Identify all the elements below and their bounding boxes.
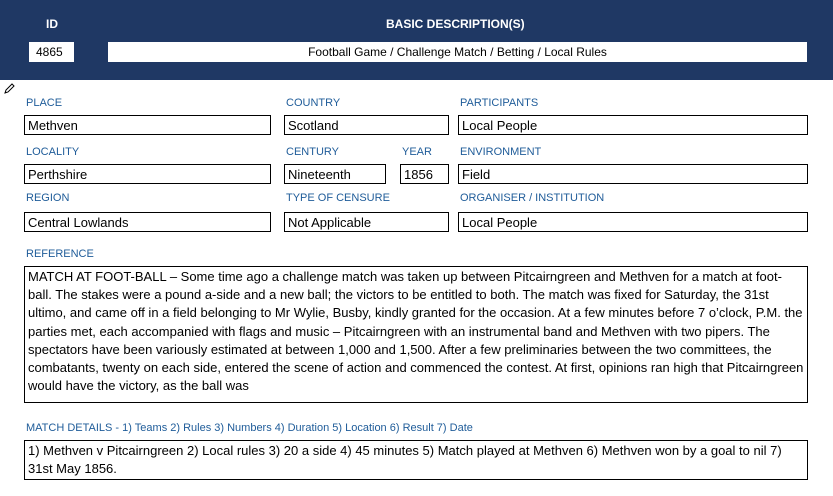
organiser-label: ORGANISER / INSTITUTION: [460, 192, 605, 204]
reference-label: REFERENCE: [26, 248, 94, 260]
year-label: YEAR: [402, 146, 432, 158]
country-label: COUNTRY: [286, 97, 341, 109]
organiser-field[interactable]: Local People: [458, 212, 808, 232]
place-label: PLACE: [26, 97, 63, 109]
region-label: REGION: [26, 192, 70, 204]
participants-field[interactable]: Local People: [458, 115, 808, 135]
id-label: ID: [46, 17, 58, 31]
region-field[interactable]: Central Lowlands: [24, 212, 271, 232]
match-details-textarea[interactable]: 1) Methven v Pitcairngreen 2) Local rules 3) 20 a side 4) 45 minutes 5) Match played at Methven 6) Methven won by a goal to nil 7) 31st May 1856.: [24, 440, 808, 480]
header-band: [0, 0, 833, 80]
century-label: CENTURY: [286, 146, 339, 158]
locality-label: LOCALITY: [26, 146, 80, 158]
century-field[interactable]: Nineteenth: [284, 164, 386, 184]
match-details-label: MATCH DETAILS - 1) Teams 2) Rules 3) Numbers 4) Duration 5) Location 6) Result 7) Date: [26, 422, 473, 434]
pencil-icon[interactable]: [4, 83, 15, 97]
reference-textarea[interactable]: MATCH AT FOOT-BALL – Some time ago a challenge match was taken up between Pitcairngreen and Methven for a match at foot-ball. The stakes were a pound a-side and a new ball; the victors to be entitled to both. The match was fixed for Saturday, the 31st ultimo, and came off in a field belonging to Mr Wylie, Busby, kindly granted for the occasion. At a few minutes before 7 o’clock, P.M. the parties met, each accompanied with flags and music – Pitcairngreen with an instrumental band and Methven with two pipers. The spectators have been variously estimated at between 1,000 and 1,500. After a few preliminaries between the two committees, the combatants, twenty on each side, entered the scene of action and commenced the contest. At first, opinions ran high that Pitcairngreen would have the victory, as the ball was: [24, 266, 808, 403]
country-field[interactable]: Scotland: [284, 115, 449, 135]
locality-field[interactable]: Perthshire: [24, 164, 271, 184]
participants-label: PARTICIPANTS: [460, 97, 539, 109]
environment-field[interactable]: Field: [458, 164, 808, 184]
description-label: BASIC DESCRIPTION(S): [386, 17, 525, 31]
type-of-censure-label: TYPE OF CENSURE: [286, 192, 390, 204]
environment-label: ENVIRONMENT: [460, 146, 542, 158]
type-of-censure-field[interactable]: Not Applicable: [284, 212, 449, 232]
year-field[interactable]: 1856: [400, 164, 449, 184]
id-field[interactable]: 4865: [29, 42, 74, 62]
place-field[interactable]: Methven: [24, 115, 271, 135]
description-field[interactable]: Football Game / Challenge Match / Betting / Local Rules: [108, 42, 807, 62]
